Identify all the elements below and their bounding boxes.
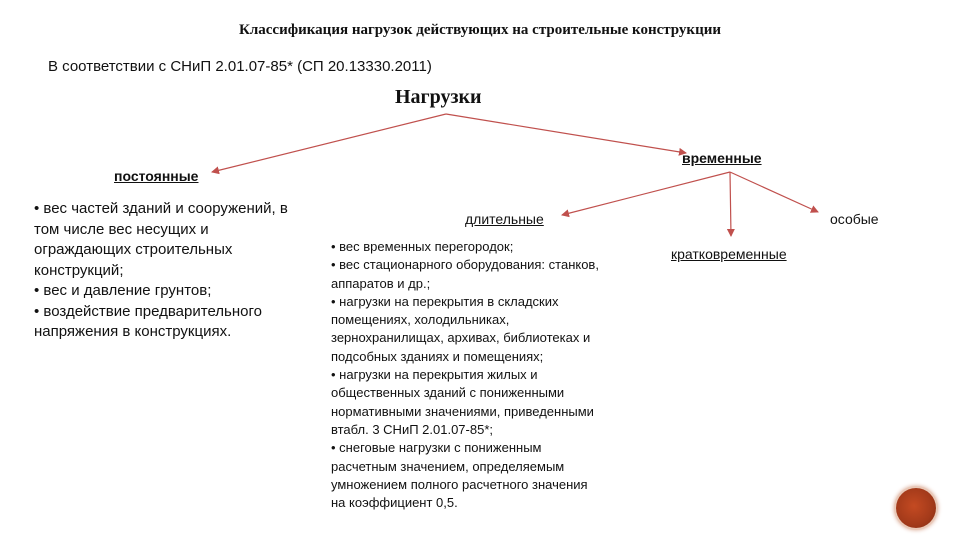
long-term-list	[331, 238, 599, 512]
list-item: помещениях, холодильниках,	[331, 312, 510, 328]
list-item: • воздействие предварительного	[34, 302, 262, 320]
list-item: зернохранилищах, архивах, библиотеках и	[331, 330, 591, 346]
page-title: Классификация нагрузок действующих на строительные конструкции	[238, 22, 722, 38]
category-special: особые	[830, 211, 879, 227]
category-long-term: длительные	[465, 211, 544, 227]
list-item: • вес временных перегородок;	[331, 239, 514, 254]
category-short-term: кратковременные	[671, 246, 787, 262]
arrow-to-temporary	[446, 114, 686, 153]
list-item: • снеговые нагрузки с пониженным	[331, 440, 542, 456]
root-node: Нагрузки	[395, 86, 482, 108]
category-temporary: временные	[682, 150, 762, 166]
list-item: • вес частей зданий и сооружений, в	[34, 200, 288, 217]
list-item: напряжения в конструкциях.	[34, 323, 232, 340]
list-item: умножением полного расчетного значения	[331, 476, 588, 492]
list-item: том числе вес несущих и	[34, 220, 209, 238]
list-item: аппаратов и др.;	[331, 275, 431, 291]
list-item: • нагрузки на перекрытия жилых и	[331, 367, 538, 383]
list-item: втабл. 3 СНиП 2.01.07-85*;	[331, 421, 493, 437]
list-item: расчетным значением, определяемым	[331, 458, 565, 474]
arrow-to-short-term	[730, 172, 731, 236]
decorative-badge	[896, 488, 936, 528]
permanent-list	[34, 199, 288, 343]
list-item: на коэффициент 0,5.	[331, 495, 458, 511]
arrow-to-permanent	[212, 114, 446, 172]
list-item: подсобных зданиях и помещениях;	[331, 348, 544, 364]
list-item: • вес стационарного оборудования: станков,	[331, 257, 599, 273]
arrow-to-special	[730, 172, 818, 212]
list-item: общественных зданий с пониженными	[331, 385, 565, 401]
category-permanent: постоянные	[114, 168, 199, 184]
list-item: нормативными значениями, приведенными	[331, 403, 594, 419]
arrow-to-long-term	[562, 172, 730, 215]
list-item: • нагрузки на перекрытия в складских	[331, 293, 559, 309]
list-item: конструкций;	[34, 261, 124, 279]
subtitle: В соответствии с СНиП 2.01.07-85* (СП 20.13330.2011)	[48, 58, 432, 75]
list-item: • вес и давление грунтов;	[34, 282, 212, 299]
list-item: ограждающих строительных	[34, 241, 233, 258]
